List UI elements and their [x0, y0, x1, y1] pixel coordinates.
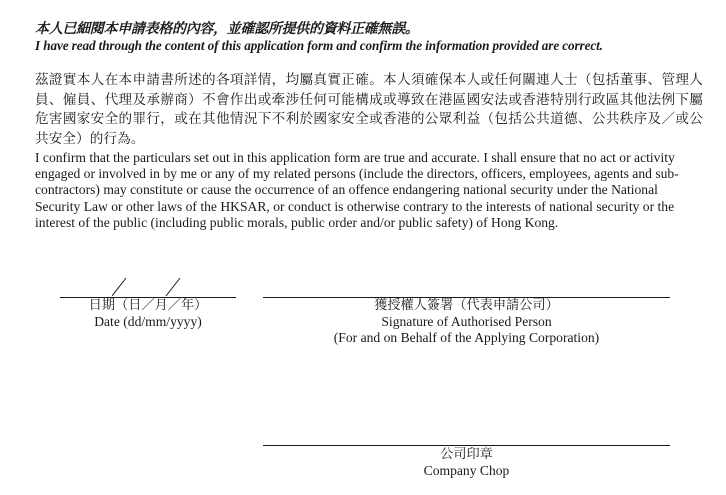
signature-label-english-sub: (For and on Behalf of the Applying Corporation): [333, 330, 600, 345]
chop-label-english: Company Chop: [423, 463, 510, 478]
chop-label-chinese: 公司印章: [440, 447, 493, 462]
date-separator-slashes: [112, 276, 202, 298]
confirmation-heading-chinese: 本人已細閱本申請表格的內容，並確認所提供的資料正確無誤。: [35, 22, 419, 37]
date-label-english: Date (dd/mm/yyyy): [94, 314, 202, 329]
signature-label-chinese: 獲授權人簽署（代表申請公司）: [374, 298, 559, 313]
chop-field-caption: [263, 447, 670, 479]
declaration-text-english: I confirm that the particulars set out in this application form are true and accurate. I shall ensure that no act or activity engaged or involved in by me or any of my related persons (include the directors, officers, employees, agents and sub-contractors) may constitute or cause the occurrence of an offence endangering national security under the National Security Law or other laws of the HKSAR, or conduct is otherwise contrary to the interests of national security or the interest of the public (including public morals, public order and/or public safety) of Hong Kong.: [35, 150, 679, 230]
signature-field-caption: [263, 298, 670, 346]
company-chop-line[interactable]: [263, 445, 670, 446]
date-label-chinese: 日期（日／月／年）: [88, 298, 208, 313]
signature-label-english: Signature of Authorised Person: [381, 314, 552, 329]
confirmation-heading-english: I have read through the content of this application form and confirm the information provided are correct.: [35, 38, 603, 53]
declaration-text-chinese: 茲證實本人在本申請書所述的各項詳情，均屬真實正確。本人須確保本人或任何關連人士（包括董事、管理人員、僱員、代理及承辦商）不會作出或牽涉任何可能構成或導致在港區國安法或香港特別行政區其他法例下屬危害國家安全的罪行，或在其他情況下不利於國家安全或香港的公眾利益（包括公共道德、公共秩序及／或公共安全）的行為。: [35, 72, 703, 147]
date-separator-slash-1: [112, 278, 126, 296]
date-separator-slash-2: [166, 278, 180, 296]
date-field-caption: [60, 298, 236, 330]
